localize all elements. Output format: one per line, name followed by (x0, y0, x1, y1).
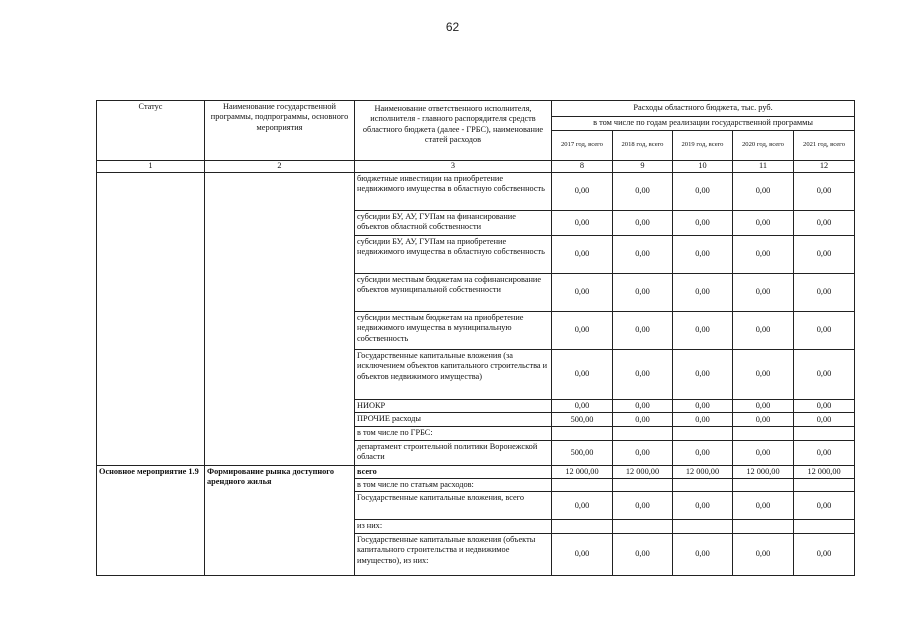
header-row (97, 101, 855, 117)
column-number: 8 (552, 161, 613, 173)
expense-item-name: субсидии БУ, АУ, ГУПам на приобретение недвижимого имущества в областную собственность (355, 236, 552, 274)
value-cell: 0,00 (794, 350, 855, 400)
value-cell (613, 520, 673, 533)
value-cell (552, 479, 613, 492)
value-cell: 0,00 (552, 400, 613, 413)
value-cell: 0,00 (552, 350, 613, 400)
value-cell: 0,00 (733, 533, 794, 575)
value-cell: 0,00 (733, 312, 794, 350)
program-cell-empty (205, 173, 355, 466)
value-cell: 0,00 (552, 274, 613, 312)
value-cell: 12 000,00 (552, 465, 613, 478)
value-cell: 0,00 (733, 173, 794, 211)
value-cell: 0,00 (613, 492, 673, 520)
value-cell: 0,00 (673, 492, 733, 520)
expense-item-name: Государственные капитальные вложения (объекты капитального строительства и недвижимое имущество), из них: (355, 533, 552, 575)
value-cell: 0,00 (673, 350, 733, 400)
value-cell (733, 479, 794, 492)
value-cell (552, 427, 613, 440)
value-cell (613, 427, 673, 440)
column-number: 9 (613, 161, 673, 173)
column-number: 10 (673, 161, 733, 173)
value-cell: 0,00 (733, 236, 794, 274)
expense-item-name: ПРОЧИЕ расходы (355, 413, 552, 427)
value-cell: 0,00 (613, 312, 673, 350)
header-year: 2017 год, всего (552, 131, 613, 161)
budget-table (96, 100, 855, 576)
header-year: 2021 год, всего (794, 131, 855, 161)
expense-item-name: департамент строительной политики Воронежской области (355, 440, 552, 465)
value-cell: 0,00 (613, 350, 673, 400)
expense-item-name: в том числе по ГРБС: (355, 427, 552, 440)
value-cell: 0,00 (552, 173, 613, 211)
page-number: 62 (445, 20, 460, 34)
value-cell: 0,00 (552, 236, 613, 274)
value-cell: 0,00 (552, 211, 613, 236)
value-cell: 0,00 (613, 440, 673, 465)
expense-item-name: субсидии местным бюджетам на приобретение недвижимого имущества в муниципальную собственность (355, 312, 552, 350)
value-cell: 0,00 (794, 312, 855, 350)
value-cell: 0,00 (552, 492, 613, 520)
value-cell: 500,00 (552, 440, 613, 465)
value-cell: 0,00 (794, 400, 855, 413)
column-numbers-row (97, 161, 855, 173)
header-by-years: в том числе по годам реализации государственной программы (552, 117, 855, 131)
expense-item-name: субсидии местным бюджетам на софинансирование объектов муниципальной собственности (355, 274, 552, 312)
value-cell (673, 427, 733, 440)
value-cell: 0,00 (613, 236, 673, 274)
value-cell: 0,00 (673, 236, 733, 274)
value-cell: 0,00 (733, 440, 794, 465)
value-cell: 0,00 (613, 211, 673, 236)
value-cell: 0,00 (733, 413, 794, 427)
expense-item-name: субсидии БУ, АУ, ГУПам на финансирование объектов областной собственности (355, 211, 552, 236)
value-cell (552, 520, 613, 533)
value-cell: 0,00 (613, 400, 673, 413)
expense-item-name: Государственные капитальные вложения, всего (355, 492, 552, 520)
value-cell: 0,00 (673, 413, 733, 427)
header-year: 2019 год, всего (673, 131, 733, 161)
expense-item-name: НИОКР (355, 400, 552, 413)
value-cell: 0,00 (552, 312, 613, 350)
value-cell: 0,00 (733, 400, 794, 413)
column-number: 2 (205, 161, 355, 173)
status-cell-empty (97, 173, 205, 466)
value-cell: 0,00 (794, 173, 855, 211)
header-expenses: Расходы областного бюджета, тыс. руб. (552, 101, 855, 117)
value-cell: 0,00 (794, 274, 855, 312)
value-cell: 0,00 (794, 492, 855, 520)
value-cell: 0,00 (613, 173, 673, 211)
value-cell: 12 000,00 (794, 465, 855, 478)
value-cell: 12 000,00 (733, 465, 794, 478)
column-number: 11 (733, 161, 794, 173)
value-cell: 0,00 (794, 211, 855, 236)
value-cell: 0,00 (794, 236, 855, 274)
value-cell: 0,00 (613, 274, 673, 312)
value-cell: 0,00 (673, 440, 733, 465)
value-cell: 0,00 (613, 533, 673, 575)
value-cell: 0,00 (613, 413, 673, 427)
value-cell (673, 479, 733, 492)
value-cell: 0,00 (733, 211, 794, 236)
value-cell: 0,00 (673, 533, 733, 575)
value-cell: 12 000,00 (613, 465, 673, 478)
value-cell (794, 427, 855, 440)
value-cell: 0,00 (794, 440, 855, 465)
table-row (97, 173, 855, 211)
value-cell: 0,00 (733, 492, 794, 520)
expense-item-name: в том числе по статьям расходов: (355, 479, 552, 492)
expense-item-name: из них: (355, 520, 552, 533)
value-cell: 0,00 (733, 274, 794, 312)
measure-title: Формирование рынка доступного арендного жилья (205, 465, 355, 575)
column-number: 1 (97, 161, 205, 173)
value-cell (673, 520, 733, 533)
header-executor: Наименование ответственного исполнителя, исполнителя - главного распорядителя средств областного бюджета (далее - ГРБС), наименование статей расходов (355, 101, 552, 161)
column-number: 3 (355, 161, 552, 173)
expense-item-name: Государственные капитальные вложения (за исключением объектов капитального строительства и объектов недвижимого имущества) (355, 350, 552, 400)
measure-status: Основное мероприятие 1.9 (97, 465, 205, 575)
header-program-name: Наименование государственной программы, подпрограммы, основного мероприятия (205, 101, 355, 161)
header-status: Статус (97, 101, 205, 161)
value-cell (794, 520, 855, 533)
value-cell: 0,00 (794, 413, 855, 427)
value-cell: 0,00 (733, 350, 794, 400)
value-cell (733, 427, 794, 440)
expense-item-name: всего (355, 465, 552, 478)
value-cell: 12 000,00 (673, 465, 733, 478)
value-cell: 0,00 (673, 312, 733, 350)
header-year: 2018 год, всего (613, 131, 673, 161)
value-cell: 0,00 (673, 274, 733, 312)
value-cell: 0,00 (794, 533, 855, 575)
header-year: 2020 год, всего (733, 131, 794, 161)
value-cell: 0,00 (673, 211, 733, 236)
value-cell (733, 520, 794, 533)
value-cell: 0,00 (552, 533, 613, 575)
value-cell: 0,00 (673, 400, 733, 413)
value-cell: 0,00 (673, 173, 733, 211)
expense-item-name: бюджетные инвестиции на приобретение недвижимого имущества в областную собственность (355, 173, 552, 211)
value-cell: 500,00 (552, 413, 613, 427)
column-number: 12 (794, 161, 855, 173)
table-row (97, 465, 855, 478)
value-cell (613, 479, 673, 492)
value-cell (794, 479, 855, 492)
